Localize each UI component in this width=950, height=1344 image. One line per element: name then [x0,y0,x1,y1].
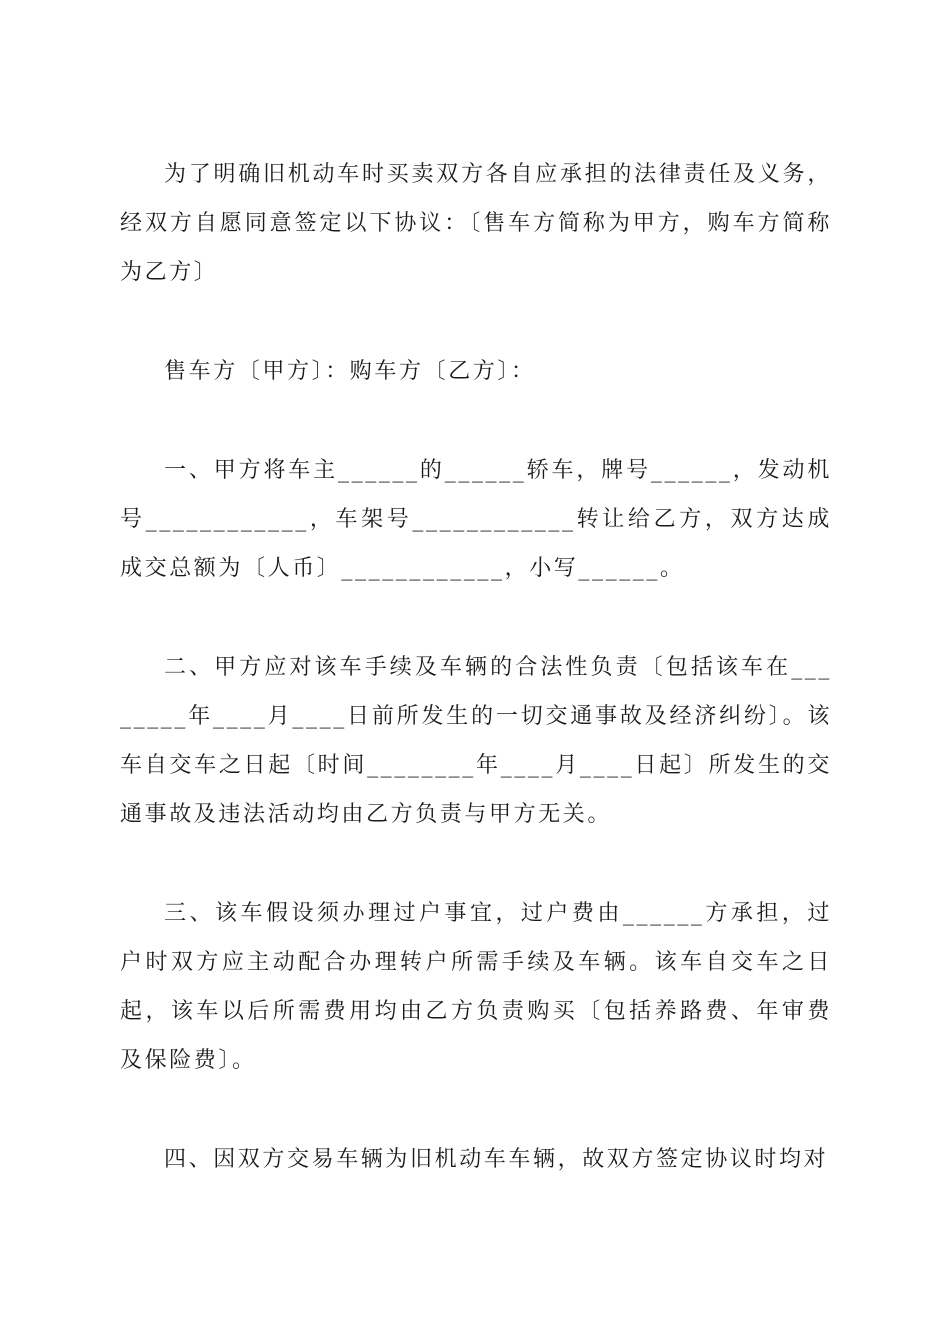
paragraph-gap [120,396,832,446]
paragraph-clause-1: 一、甲方将车主______的______轿车，牌号______，发动机号____________，车架号____________转让给乙方，双方达成成交总额为〔人币〕____________，小写______。 [120,458,832,581]
paragraph-gap [120,593,832,643]
paragraph-clause-3: 三、该车假设须办理过户事宜，过户费由______方承担，过户时双方应主动配合办理转户所需手续及车辆。该车自交车之日起，该车以后所需费用均由乙方负责购买〔包括养路费、年审费及保险费〕。 [120,901,832,1073]
paragraph-gap [120,1085,832,1135]
paragraph-clause-2: 二、甲方应对该车手续及车辆的合法性负责〔包括该车在________年____月____日前所发生的一切交通事故及经济纠纷〕。该车自交车之日起〔时间________年____月____日起〕所发生的交通事故及违法活动均由乙方负责与甲方无关。 [120,655,832,827]
paragraph-parties: 售车方〔甲方〕：购车方〔乙方〕： [164,359,536,384]
document-body [120,150,832,1184]
paragraph-gap [120,839,832,889]
paragraph-gap [120,297,832,347]
paragraph-purpose: 为了明确旧机动车时买卖双方各自应承担的法律责任及义务，经双方自愿同意签定以下协议：〔售车方简称为甲方，购车方简称为乙方〕 [120,162,832,285]
paragraph-clause-4: 四、因双方交易车辆为旧机动车车辆，故双方签定协议时均对 [164,1147,829,1172]
